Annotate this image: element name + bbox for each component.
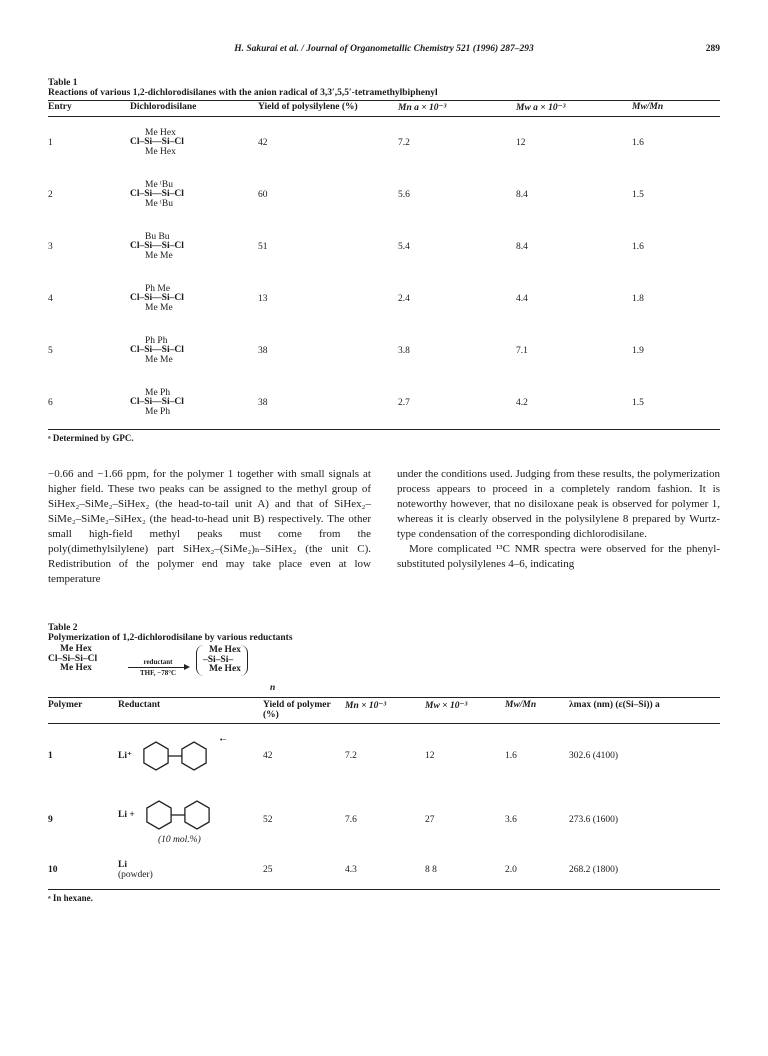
reductant-block — [118, 860, 263, 880]
t1-cell-structure — [130, 169, 258, 221]
t1-cell-entry: 3 — [48, 242, 53, 252]
table1-row — [48, 273, 720, 325]
t1-cell-yield: 38 — [258, 398, 268, 408]
t2-cell-lmax: 302.6 (4100) — [569, 750, 619, 761]
t2-cell-polymer: 9 — [48, 814, 53, 825]
structure-top-substituents: Me ᵗBu — [145, 179, 173, 190]
structure-backbone: Cl–Si—Si–Cl — [130, 397, 184, 408]
journal-page — [48, 44, 720, 903]
reaction-scheme — [48, 645, 720, 697]
t1-cell-mw: 7.1 — [516, 346, 528, 356]
t1-header-mn: Mn a × 10⁻³ — [398, 103, 447, 113]
table2-row — [48, 788, 720, 852]
t2-cell-ratio: 3.6 — [505, 814, 517, 825]
t2-cell-reductant — [118, 788, 263, 852]
reaction-arrow — [128, 658, 188, 677]
t1-cell-mn: 5.6 — [398, 190, 410, 200]
scheme-left-main: Cl–Si–Si–Cl — [48, 653, 98, 664]
reductant-note: (10 mol.%) — [158, 834, 201, 845]
structure-backbone: Cl–Si—Si–Cl — [130, 293, 184, 304]
table1-row — [48, 117, 720, 170]
structure-top-substituents: Ph Ph — [145, 335, 168, 346]
t2-header-mw: Mw × 10⁻³ — [425, 701, 468, 711]
structure-bottom-substituents: Me Me — [145, 250, 173, 261]
t1-cell-entry: 4 — [48, 294, 53, 304]
reductant-prefix: Li⁺ — [118, 751, 132, 762]
table1-label: Table 1 — [48, 78, 78, 88]
table2-row — [48, 852, 720, 890]
t1-cell-mw: 4.2 — [516, 398, 528, 408]
t1-cell-ratio: 1.5 — [632, 398, 644, 408]
t1-cell-mn: 7.2 — [398, 138, 410, 148]
biphenyl-icon — [134, 736, 218, 776]
t2-header-polymer: Polymer — [48, 700, 83, 710]
t1-cell-entry: 2 — [48, 190, 53, 200]
structure-top-substituents: Me Hex — [145, 127, 176, 138]
t1-cell-mn: 5.4 — [398, 242, 410, 252]
journal-citation: H. Sakurai et al. / Journal of Organometallic Chemistry 521 (1996) 287–293 — [234, 44, 534, 54]
structure-backbone: Cl–Si—Si–Cl — [130, 345, 184, 356]
table1-row — [48, 221, 720, 273]
t1-cell-structure — [130, 221, 258, 273]
t1-cell-mn: 3.8 — [398, 346, 410, 356]
t2-header-yield: Yield of polymer (%) — [263, 700, 331, 720]
t1-cell-yield: 51 — [258, 242, 268, 252]
t2-cell-mn: 4.3 — [345, 865, 357, 876]
disilane-structure — [130, 181, 184, 210]
t1-header-dichlorodisilane: Dichlorodisilane — [130, 102, 197, 112]
arrow-line-icon — [128, 667, 188, 668]
radical-anion-mark: •− — [220, 735, 227, 744]
body-text — [48, 467, 720, 587]
scheme-subscript: n — [270, 683, 276, 693]
structure-bottom-substituents: Me Hex — [145, 146, 176, 157]
reductant-block — [118, 795, 263, 845]
reductant-prefix: Li + — [118, 809, 135, 820]
t1-cell-structure — [130, 273, 258, 325]
t1-cell-structure — [130, 377, 258, 430]
disilane-structure — [130, 389, 184, 418]
table2-caption: Polymerization of 1,2-dichlorodisilane by various reductants — [48, 633, 293, 643]
paragraph-left: −0.66 and −1.66 ppm, for the polymer 1 together with small signals at higher field. These two peaks can be assigned to the methyl group of SiHex₂–SiMe₂–SiHex₂ (the head-to-tail unit A) and that of SiHex₂–SiMe₂–SiMe₂–SiHex₂ (the head-to-head unit B) respectively. The other small high-field methyl peaks must come from the poly(dimethylsilylene) part SiHex₂–(SiMe₂)ₙ–SiHex₂ (the unit C). Redistribution of the polymer end may take place even at low temperature — [48, 468, 371, 585]
table1-caption: Reactions of various 1,2-dichlorodisilanes with the anion radical of 3,3′,5,5′-tetramethylbiphenyl — [48, 88, 438, 98]
paragraph-right-1: under the conditions used. Judging from these results, the polymerization process appears to proceed in a completely random fashion. It is noteworthy however, that no disiloxane peak is observed for polymer 1, whereas it is clearly observed in the polysilylene 8 prepared by Wurtz-type condensation of the corresponding dichlorodisilane. — [397, 468, 720, 540]
biphenyl-icon — [137, 795, 221, 835]
t1-cell-mw: 4.4 — [516, 294, 528, 304]
scheme-reactant — [48, 645, 97, 674]
t2-cell-reductant — [118, 724, 263, 788]
right-column — [397, 467, 720, 587]
t2-cell-mw: 8 8 — [425, 865, 437, 876]
scheme-left-top: Me Hex — [60, 644, 92, 654]
t1-cell-mw: 12 — [516, 138, 526, 148]
reductant-note: (powder) — [118, 870, 153, 881]
table1-row — [48, 325, 720, 377]
table2-header-row — [48, 698, 720, 724]
disilane-structure — [130, 285, 184, 314]
table2-label: Table 2 — [48, 623, 78, 633]
t1-cell-yield: 13 — [258, 294, 268, 304]
table1-header-row — [48, 101, 720, 117]
t2-cell-mn: 7.6 — [345, 814, 357, 825]
t1-cell-mw: 8.4 — [516, 242, 528, 252]
t1-cell-mn: 2.7 — [398, 398, 410, 408]
t2-header-lmax: λmax (nm) (ε(Si–Si)) a — [569, 700, 660, 710]
scheme-product — [196, 645, 248, 676]
t1-cell-yield: 42 — [258, 138, 268, 148]
t1-cell-yield: 60 — [258, 190, 268, 200]
page-number: 289 — [705, 44, 720, 54]
left-column — [48, 467, 371, 587]
t2-cell-mw: 12 — [425, 750, 435, 761]
table1-row — [48, 377, 720, 430]
t2-header-ratio: Mw/Mn — [505, 700, 537, 710]
t1-cell-entry: 5 — [48, 346, 53, 356]
reductant-block — [118, 736, 263, 776]
reductant-prefix: Li — [118, 860, 127, 871]
structure-backbone: Cl–Si—Si–Cl — [130, 241, 184, 252]
t1-header-ratio: Mw/Mn — [632, 102, 664, 112]
arrow-label-bottom: THF, −78°C — [139, 669, 177, 677]
t2-header-reductant: Reductant — [118, 700, 161, 710]
table1-row — [48, 169, 720, 221]
t2-cell-lmax: 273.6 (1600) — [569, 814, 619, 825]
t2-cell-polymer: 10 — [48, 865, 58, 876]
scheme-right-main: –Si–Si– — [203, 654, 234, 665]
structure-top-substituents: Me Ph — [145, 387, 171, 398]
structure-bottom-substituents: Me Me — [145, 354, 173, 365]
t2-header-mn: Mn × 10⁻³ — [345, 701, 387, 711]
reductant-line — [118, 736, 263, 776]
scheme-right-top: Me Hex — [209, 645, 241, 655]
structure-top-substituents: Bu Bu — [145, 231, 170, 242]
scheme-right-bottom: Me Hex — [209, 664, 241, 674]
t2-cell-yield: 52 — [263, 814, 273, 825]
t1-cell-ratio: 1.6 — [632, 242, 644, 252]
t1-cell-ratio: 1.6 — [632, 138, 644, 148]
reductant-line — [118, 795, 263, 835]
t1-cell-mw: 8.4 — [516, 190, 528, 200]
t1-header-entry: Entry — [48, 102, 72, 112]
t2-cell-lmax: 268.2 (1800) — [569, 865, 619, 876]
table2-footnote: ᵃ In hexane. — [48, 893, 93, 903]
structure-backbone: Cl–Si—Si–Cl — [130, 137, 184, 148]
t2-cell-yield: 42 — [263, 750, 273, 761]
table1-footnote: ᵃ Determined by GPC. — [48, 433, 134, 443]
t1-header-mw: Mw a × 10⁻³ — [516, 103, 566, 113]
t1-cell-structure — [130, 325, 258, 377]
t1-header-yield: Yield of polysilylene (%) — [258, 102, 358, 112]
table2-row — [48, 724, 720, 788]
disilane-structure — [130, 129, 184, 158]
t1-cell-ratio: 1.8 — [632, 294, 644, 304]
arrow-label-top: reductant — [143, 658, 173, 666]
structure-bottom-substituents: Me ᵗBu — [145, 198, 173, 209]
t2-cell-polymer: 1 — [48, 750, 53, 761]
t1-cell-entry: 6 — [48, 398, 53, 408]
table2 — [48, 697, 720, 890]
t1-cell-ratio: 1.5 — [632, 190, 644, 200]
t1-cell-mn: 2.4 — [398, 294, 410, 304]
t1-cell-yield: 38 — [258, 346, 268, 356]
t2-cell-mw: 27 — [425, 814, 435, 825]
scheme-left-bottom: Me Hex — [60, 663, 92, 673]
reductant-line — [118, 860, 263, 870]
t1-cell-structure — [130, 117, 258, 170]
structure-top-substituents: Ph Me — [145, 283, 171, 294]
disilane-structure — [130, 233, 184, 262]
t1-cell-entry: 1 — [48, 138, 53, 148]
t1-cell-ratio: 1.9 — [632, 346, 644, 356]
structure-bottom-substituents: Me Me — [145, 302, 173, 313]
structure-backbone: Cl–Si—Si–Cl — [130, 189, 184, 200]
t2-cell-mn: 7.2 — [345, 750, 357, 761]
t2-cell-yield: 25 — [263, 865, 273, 876]
running-head — [48, 44, 720, 60]
t2-cell-reductant — [118, 852, 263, 890]
paragraph-right-2: More complicated ¹³C NMR spectra were observed for the phenyl-substituted polysilylenes 4–6, indicating — [397, 543, 720, 570]
disilane-structure — [130, 337, 184, 366]
t2-cell-ratio: 2.0 — [505, 865, 517, 876]
t2-cell-ratio: 1.6 — [505, 750, 517, 761]
structure-bottom-substituents: Me Ph — [145, 406, 171, 417]
table1 — [48, 100, 720, 430]
